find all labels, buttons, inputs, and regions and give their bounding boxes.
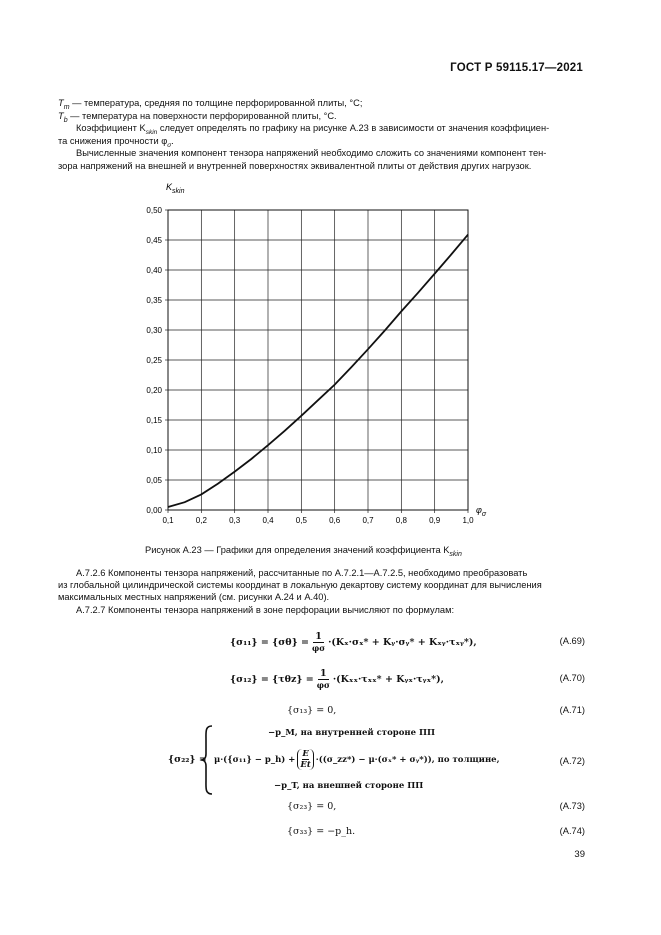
kskin-chart	[120, 175, 500, 535]
section-a726-line1: А.7.2.6 Компоненты тензора напряжений, рассчитанные по А.7.2.1—А.7.2.5, необходимо преобразовать	[76, 568, 528, 578]
y-tick-label: 0,25	[146, 356, 162, 365]
frac-num: 1	[315, 631, 322, 642]
x-tick-label: 0,9	[429, 516, 441, 525]
x-tick-label: 0,7	[362, 516, 374, 525]
frac-den: φσ	[316, 680, 330, 690]
x-tick-label: 0,1	[162, 516, 174, 525]
y-tick-label: 0,15	[146, 416, 162, 425]
case-thickness	[214, 749, 500, 770]
equation-a70	[230, 668, 444, 690]
y-tick-label: 0,35	[146, 296, 162, 305]
subscript: m	[63, 103, 70, 111]
frac-den: Et	[300, 760, 311, 770]
x-label-main: φ	[476, 505, 482, 515]
eq-number-a72: (А.72)	[559, 756, 585, 766]
x-tick-label: 0,3	[229, 516, 241, 525]
text: та снижения прочности φ	[58, 136, 168, 146]
document-id: ГОСТ Р 59115.17—2021	[450, 62, 583, 74]
x-axis-label	[476, 505, 487, 518]
definition-text: — температура, средняя по толщине перфорированной плиты, °С;	[69, 98, 363, 108]
figure-caption	[145, 545, 462, 558]
case2-a: μ·({σ₁₁} − p_h) +	[214, 754, 296, 765]
equation-a74: {σ₃₃} = −p_h.	[287, 826, 356, 837]
eq-rhs: ·(Kₓₓ·τₓₓ* + Kᵧₓ·τᵧₓ*),	[332, 673, 444, 685]
chart-ticks	[146, 206, 474, 525]
paragraph-tensor-line1: Вычисленные значения компонент тензора напряжений необходимо сложить со значениями компонент тен-	[76, 148, 547, 158]
eq-number-a71: (А.71)	[559, 705, 585, 715]
chart-series	[168, 235, 468, 507]
y-tick-label: 0,50	[146, 206, 162, 215]
x-tick-label: 0,6	[329, 516, 341, 525]
series-line-kskin	[168, 235, 468, 507]
caption-text: Рисунок А.23 — Графики для определения значений коэффициента K	[145, 545, 450, 555]
equation-a72	[168, 724, 500, 796]
y-axis-label	[166, 182, 185, 195]
eq-lhs: {σ₂₂} =	[168, 754, 207, 765]
x-tick-label: 0,8	[395, 516, 407, 525]
y-tick-label: 0,45	[146, 236, 162, 245]
eq-fraction	[312, 631, 325, 653]
eq-fraction	[297, 749, 313, 770]
section-a726-line3: максимальных местных напряжений (см. рисунки А.24 и А.40).	[58, 592, 330, 602]
section-a726-line2: из глобальной цилиндрической системы координат в локальную декартову систему координат для вычисления	[58, 580, 542, 590]
y-tick-label: 0,30	[146, 326, 162, 335]
left-brace-icon	[200, 724, 214, 796]
case-inner: −p_M, на внутренней стороне ПП	[268, 728, 435, 738]
eq-number-a70: (А.70)	[559, 673, 585, 683]
caption-subscript: skin	[449, 550, 462, 558]
eq-number-a73: (А.73)	[559, 801, 585, 811]
equation-a69	[230, 631, 477, 653]
section-a727: А.7.2.7 Компоненты тензора напряжений в зоне перфорации вычисляют по формулам:	[76, 605, 455, 615]
y-tick-label: 0,10	[146, 446, 162, 455]
subscript: skin	[145, 128, 158, 136]
chart-grid	[168, 210, 468, 510]
case2-b: ·((σ_zz*) − μ·(σₓ* + σᵧ*)), по толщине,	[315, 754, 500, 765]
y-tick-label: 0,00	[146, 506, 162, 515]
x-tick-label: 0,2	[195, 516, 207, 525]
x-label-sub: σ	[481, 511, 487, 518]
text: следует определять по графику на рисунке А.23 в зависимости от значения коэффициен-	[157, 123, 550, 133]
x-tick-label: 0,5	[295, 516, 307, 525]
x-tick-label: 1,0	[462, 516, 474, 525]
eq-fraction	[317, 668, 330, 690]
page-number: 39	[574, 849, 585, 860]
text: Коэффициент K	[76, 123, 146, 133]
case-outer: −p_T, на внешней стороне ПП	[274, 781, 424, 791]
frac-num: E	[302, 749, 309, 759]
symbol: T	[58, 98, 64, 108]
y-tick-label: 0,05	[146, 476, 162, 485]
y-label-sub: skin	[172, 188, 185, 195]
frac-den: φσ	[311, 643, 326, 653]
eq-lhs: {σ₁₁} = {σθ} =	[230, 636, 309, 648]
frac-num: 1	[319, 668, 327, 679]
subscript: σ	[167, 141, 172, 149]
eq-number-a74: (А.74)	[559, 826, 585, 836]
y-tick-label: 0,40	[146, 266, 162, 275]
y-tick-label: 0,20	[146, 386, 162, 395]
definition-text: — температура на поверхности перфорированной плиты, °С.	[67, 111, 337, 121]
paragraph-tensor-line2: зора напряжений на внешней и внутренней поверхностях эквивалентной плиты от действия других нагрузок.	[58, 161, 532, 171]
y-label-main: K	[166, 182, 173, 192]
x-tick-label: 0,4	[262, 516, 274, 525]
eq-rhs: ·(Kₓ·σₓ* + Kᵧ·σᵧ* + Kₓᵧ·τₓᵧ*),	[328, 636, 477, 648]
equation-a71: {σ₁₃} = 0,	[287, 705, 337, 716]
text: .	[171, 136, 174, 146]
symbol: T	[58, 111, 64, 121]
subscript: b	[63, 116, 68, 124]
equation-a73: {σ₂₃} = 0,	[287, 801, 337, 812]
eq-number-a69: (А.69)	[559, 636, 585, 646]
eq-lhs: {σ₁₂} = {τθz} =	[230, 673, 314, 685]
